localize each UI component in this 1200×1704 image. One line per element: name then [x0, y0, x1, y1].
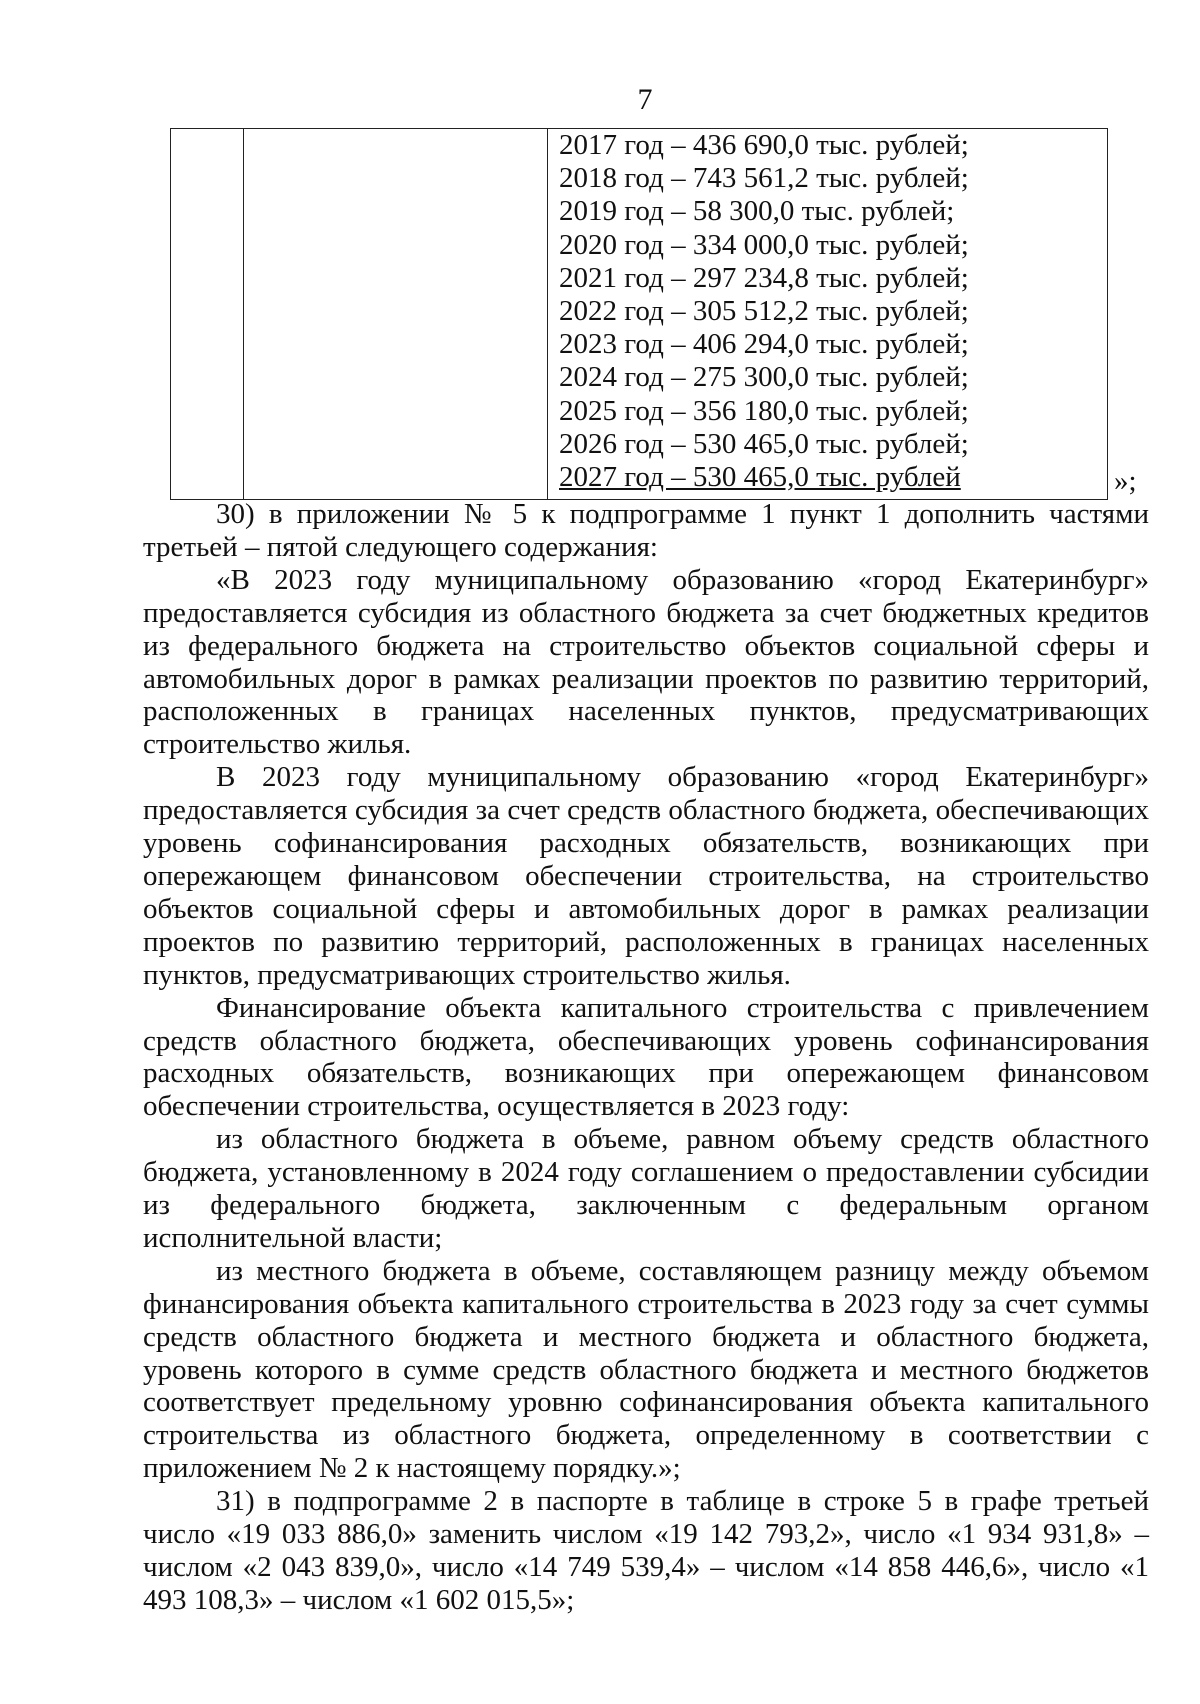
- paragraph-local-budget: из местного бюджета в объеме, составляющем разницу между объемом финансирования объекта капитального строительства в 2023 году за счет суммы средств областного бюджета и местного бюджета и областного бюджета, уровень которого в сумме средств областного бюджета и местного бюджетов соответствует предельному уровню софинансирования объекта капитального строительства из областного бюджета, определенному в соответствии с приложением № 2 к настоящему порядку.»;: [143, 1254, 1149, 1485]
- year-amount-2020: 2020 год – 334 000,0 тыс. рублей;: [559, 228, 969, 261]
- table-closing-quote: »;: [1114, 465, 1137, 497]
- table-column-name: [243, 129, 548, 499]
- page-number: 7: [637, 83, 653, 116]
- table-column-number: [171, 129, 244, 499]
- year-amount-2017: 2017 год – 436 690,0 тыс. рублей;: [559, 129, 969, 161]
- paragraph-part-3: «В 2023 году муниципальному образованию «город Екатеринбург» предоставляется субсидия из областного бюджета за счет бюджетных кредитов из федерального бюджета на строительство объектов социальной сферы и автомобильных дорог в рамках реализации проектов по развитию территорий, расположенных в границах населенных пунктов, предусматривающих строительство жилья.: [143, 563, 1149, 761]
- year-amount-2021: 2021 год – 297 234,8 тыс. рублей;: [559, 261, 969, 294]
- year-amount-2023: 2023 год – 406 294,0 тыс. рублей;: [559, 328, 969, 361]
- year-amount-2026: 2026 год – 530 465,0 тыс. рублей;: [559, 427, 969, 460]
- yearly-amounts-list: [559, 129, 1099, 494]
- year-amount-2018: 2018 год – 743 561,2 тыс. рублей;: [559, 162, 969, 195]
- financing-table-fragment: [170, 128, 1108, 500]
- year-amount-2024: 2024 год – 275 300,0 тыс. рублей;: [559, 361, 969, 394]
- paragraph-item-30: 30) в приложении № 5 к подпрограмме 1 пункт 1 дополнить частями третьей – пятой следующего содержания:: [143, 498, 1149, 563]
- paragraph-financing: Финансирование объекта капитального строительства с привлечением средств областного бюджета, обеспечивающих уровень софинансирования расходных обязательств, возникающих при опережающем финансовом обеспечении строительства, осуществляется в 2023 году:: [143, 991, 1149, 1123]
- year-amount-2027-text: 2027 год – 530 465,0 тыс. рублей: [559, 461, 961, 494]
- paragraph-regional-budget: из областного бюджета в объеме, равном объему средств областного бюджета, установленному в 2024 году соглашением о предоставлении субсидии из федерального бюджета, заключенным с федеральным органом исполнительной власти;: [143, 1123, 1149, 1254]
- paragraph-item-31: 31) в подпрограмме 2 в паспорте в таблице в строке 5 в графе третьей число «19 033 886,0» заменить числом «19 142 793,2», число «1 934 931,8» – числом «2 043 839,0», число «14 749 539,4» – числом «14 858 446,6», число «1 493 108,3» – числом «1 602 015,5»;: [143, 1485, 1149, 1616]
- year-amount-2022: 2022 год – 305 512,2 тыс. рублей;: [559, 295, 969, 328]
- document-body: [143, 498, 1149, 1617]
- paragraph-part-4: В 2023 году муниципальному образованию «город Екатеринбург» предоставляется субсидия за счет средств областного бюджета, обеспечивающих уровень софинансирования расходных обязательств, возникающих при опережающем финансовом обеспечении строительства, на строительство объектов социальной сферы и автомобильных дорог в рамках реализации проектов по развитию территорий, расположенных в границах населенных пунктов, предусматривающих строительство жилья.: [143, 761, 1149, 991]
- year-amount-2025: 2025 год – 356 180,0 тыс. рублей;: [559, 394, 969, 427]
- year-amount-2019: 2019 год – 58 300,0 тыс. рублей;: [559, 195, 955, 228]
- year-amount-2027: [559, 461, 1099, 494]
